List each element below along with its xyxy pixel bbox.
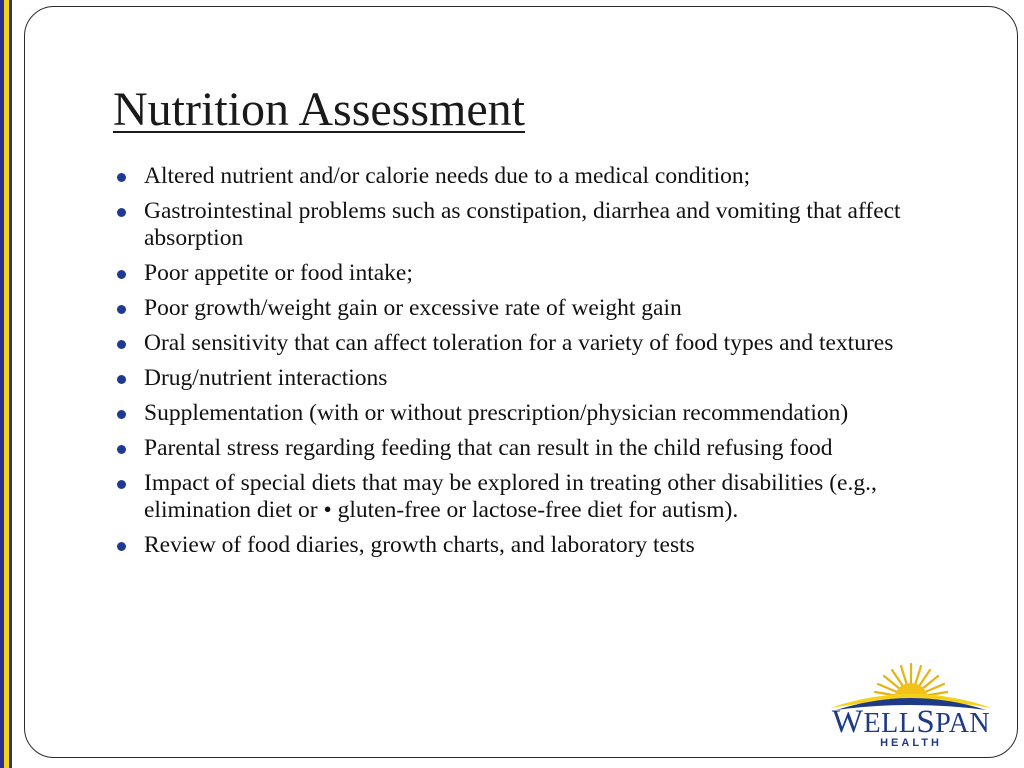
bullet-dot-icon — [117, 542, 126, 551]
bullet-item — [117, 532, 967, 559]
bullet-item — [117, 163, 967, 190]
bullet-item — [117, 295, 967, 322]
bullet-list — [117, 163, 967, 567]
bullet-item — [117, 400, 967, 427]
logo-wordmark: WELLSPAN — [831, 704, 991, 740]
bullet-text: Impact of special diets that may be explored in treating other disabilities (e.g., elimination diet or • gluten-free or lactose-free diet for autism). — [144, 470, 877, 523]
wellspan-logo — [826, 660, 996, 752]
bullet-text: Parental stress regarding feeding that can result in the child refusing food — [144, 435, 833, 461]
bullet-dot-icon — [117, 410, 126, 419]
slide-title: Nutrition Assessment — [113, 83, 526, 136]
bullet-dot-icon — [117, 375, 126, 384]
bullet-dot-icon — [117, 445, 126, 454]
bullet-text: Oral sensitivity that can affect toleration for a variety of food types and textures — [144, 330, 894, 356]
bullet-dot-icon — [117, 340, 126, 349]
bullet-dot-icon — [117, 270, 126, 279]
bullet-text: Drug/nutrient interactions — [144, 365, 388, 391]
bullet-dot-icon — [117, 480, 126, 489]
bullet-item — [117, 365, 967, 392]
bullet-text: Gastrointestinal problems such as constipation, diarrhea and vomiting that affect absorption — [144, 198, 901, 251]
bullet-item — [117, 260, 967, 287]
bullet-text: Supplementation (with or without prescription/physician recommendation) — [144, 400, 849, 426]
bullet-dot-icon — [117, 208, 126, 217]
bullet-item — [117, 435, 967, 462]
bullet-dot-icon — [117, 173, 126, 182]
bullet-dot-icon — [117, 305, 126, 314]
bullet-item — [117, 198, 967, 252]
bullet-text: Poor growth/weight gain or excessive rate of weight gain — [144, 295, 682, 321]
bullet-item — [117, 330, 967, 357]
bullet-text: Review of food diaries, growth charts, and laboratory tests — [144, 532, 695, 558]
bullet-text: Altered nutrient and/or calorie needs due to a medical condition; — [144, 163, 751, 189]
bullet-item — [117, 470, 967, 524]
bullet-text: Poor appetite or food intake; — [144, 260, 413, 286]
left-stripe-blue-inner — [9, 0, 12, 768]
logo-subtitle: HEALTH — [880, 737, 942, 749]
